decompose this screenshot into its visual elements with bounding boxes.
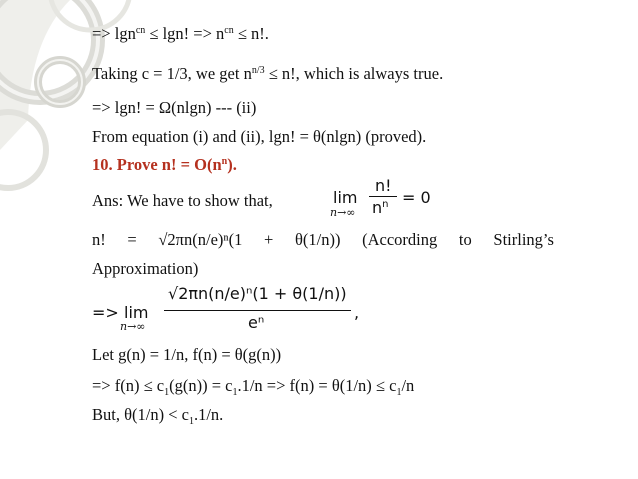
equals-zero: = 0 — [402, 188, 431, 207]
trailing-comma: , — [354, 303, 360, 322]
limit-operator-2: lim — [124, 303, 149, 322]
bound-part: .1/n => f(n) = θ(1/n) ≤ c — [237, 376, 397, 395]
bound-part: => f(n) ≤ c — [92, 376, 165, 395]
fraction-numerator: n! — [375, 176, 392, 195]
stirling-numerator: √2πn(n/e)ⁿ(1 + θ(1/n)) — [168, 284, 347, 303]
line-1-part: ≤ lgn! => n — [145, 24, 225, 43]
stirling-word: Stirling’s — [493, 230, 554, 249]
stirling-word: n! — [92, 230, 106, 249]
limit-subscript: n→∞ — [330, 206, 356, 219]
heading-exponent: n — [221, 156, 228, 167]
conclusion-subscript: 1 — [188, 416, 194, 427]
fraction-denominator — [372, 198, 388, 217]
implies-arrow: => — [92, 303, 119, 322]
line-1-part: => lgn — [92, 24, 136, 43]
bound-subscript: 1 — [164, 387, 170, 398]
approximation-line: Approximation) — [92, 259, 199, 278]
line-2-part: Taking c = 1/3, we get n — [92, 64, 252, 83]
answer-intro: Ans: We have to show that, — [92, 191, 273, 210]
fraction-bar — [369, 196, 397, 197]
stirling-word: to — [458, 230, 472, 249]
fraction-bar-2 — [164, 310, 351, 311]
conclusion-part: .1/n. — [193, 405, 224, 424]
bound-part: (g(n)) = c — [169, 376, 233, 395]
stirling-word: = — [127, 230, 137, 249]
stirling-line — [92, 230, 554, 250]
bound-part: /n — [401, 376, 415, 395]
stirling-word: + — [264, 230, 274, 249]
denominator-exponent: n — [382, 199, 389, 210]
line-2 — [92, 64, 443, 84]
question-heading — [92, 155, 237, 175]
line-bound — [92, 376, 414, 396]
line-1-exponent: cn — [135, 25, 146, 36]
denominator-base: n — [372, 198, 383, 217]
line-1-exponent: cn — [224, 25, 234, 36]
heading-part: 10. Prove n! = O(n — [92, 155, 222, 174]
line-4: From equation (i) and (ii), lgn! = θ(nlgn) (proved). — [92, 127, 427, 146]
bound-subscript: 1 — [232, 387, 238, 398]
stirling-word: (According — [362, 230, 438, 249]
line-let: Let g(n) = 1/n, f(n) = θ(g(n)) — [92, 345, 282, 364]
stirling-denominator: eⁿ — [248, 313, 265, 332]
line-conclusion — [92, 405, 223, 425]
line-1 — [92, 24, 269, 44]
limit-operator: lim — [333, 188, 358, 207]
heading-part: ). — [227, 155, 237, 174]
stirling-word: √2πn(n/e)ⁿ(1 — [158, 230, 243, 249]
bound-subscript: 1 — [396, 387, 402, 398]
line-2-exponent: n/3 — [251, 65, 265, 76]
line-3: => lgn! = Ω(nlgn) --- (ii) — [92, 98, 257, 117]
limit-subscript-2: n→∞ — [120, 320, 146, 333]
line-1-part: ≤ n!. — [233, 24, 269, 43]
line-2-part: ≤ n!, which is always true. — [264, 64, 444, 83]
stirling-word: θ(1/n)) — [294, 230, 341, 249]
conclusion-part: But, θ(1/n) < c — [92, 405, 189, 424]
